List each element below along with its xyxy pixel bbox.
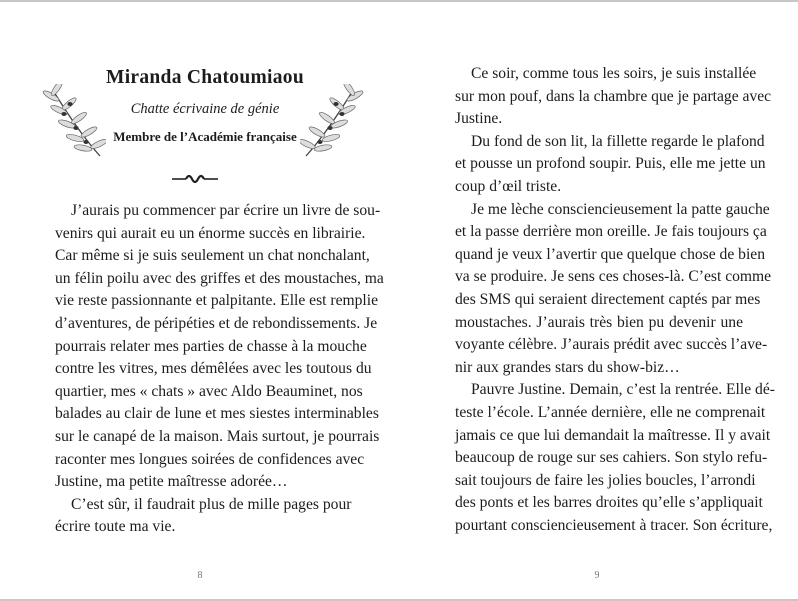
- text-line: et pousse un profond soupir. Puis, elle me jette un: [455, 155, 766, 173]
- text-line: et la passe derrière mon oreille. Je fais toujours ça: [455, 223, 767, 241]
- text-line: va se produire. Je sens ces choses-là. C’est comme: [455, 268, 772, 286]
- text-line: Je me lèche consciencieusement la patte gauche: [471, 200, 770, 218]
- body-text: [55, 200, 384, 539]
- page-number: 9: [594, 570, 600, 581]
- text-line: vie reste passionnante et palpitante. Elle est remplie: [55, 292, 379, 310]
- text-line: sur mon pouf, dans la chambre que je partage avec: [455, 87, 772, 105]
- text-line: écrire toute ma vie.: [55, 518, 176, 536]
- text-line: jamais ce que lui demandait la maîtresse. Il y avait: [455, 426, 771, 444]
- text-line: C’est sûr, il faudrait plus de mille pages pour: [71, 495, 352, 513]
- text-line: Justine.: [455, 110, 503, 128]
- text-line: moustaches. J’aurais très bien pu devenir une: [455, 313, 743, 331]
- text-line: coup d’œil triste.: [455, 177, 562, 195]
- text-line: un félin poilu avec des griffes et des moustaches, ma: [55, 269, 384, 287]
- text-line: Pauvre Justine. Demain, c’est la rentrée. Elle dé-: [471, 381, 775, 399]
- text-line: sait toujours de faire les jolies boucles, l’arrondi: [455, 471, 756, 489]
- text-line: balades au clair de lune et mes siestes interminables: [55, 405, 379, 423]
- page-number: 8: [197, 570, 203, 581]
- text-line: Justine, ma petite maîtresse adorée…: [55, 473, 288, 491]
- text-line: pourrais relater mes parties de chasse à la mouche: [55, 337, 367, 355]
- text-line: des ponts et les barres droites qu’elle s’appliquait: [455, 494, 763, 512]
- text-line: pourtant consciencieusement à tracer. Son écriture,: [455, 516, 773, 534]
- paragraph: [55, 200, 384, 494]
- text-line: sur le canapé de la maison. Mais surtout, je pourrais: [55, 427, 380, 445]
- text-line: quand je veux l’avertir que quelque chose de bien: [455, 245, 766, 263]
- text-line: quartier, mes « chats » avec Aldo Beauminet, nos: [55, 382, 363, 400]
- text-line: nir aux grandes stars du show-biz…: [455, 358, 680, 376]
- author-subtitle: Chatte écrivaine de génie: [130, 101, 280, 117]
- paragraph: [55, 494, 352, 539]
- paragraph: [455, 63, 772, 131]
- text-line: J’aurais pu commencer par écrire un livre de sou-: [71, 202, 381, 219]
- author-name: Miranda Chatoumiaou: [105, 67, 304, 88]
- text-line: Du fond de son lit, la fillette regarde le plafond: [471, 132, 765, 150]
- text-line: beaucoup de rouge sur ses cahiers. Son stylo refu-: [455, 449, 768, 467]
- paragraph: [455, 199, 772, 380]
- text-line: venirs qui aurait eu un énorme succès en librairie.: [55, 224, 366, 242]
- text-line: d’aventures, de péripéties et de rebondissements. Je: [55, 314, 378, 332]
- text-line: raconter mes longues soirées de confidences avec: [55, 450, 365, 468]
- author-title: Membre de l’Académie française: [113, 129, 297, 144]
- ornament-divider-icon: [170, 172, 220, 186]
- text-line: Ce soir, comme tous les soirs, je suis installée: [471, 65, 757, 82]
- body-text: [455, 63, 775, 537]
- text-line: voyante célèbre. J’aurais prédit avec succès l’ave-: [455, 336, 768, 354]
- author-header: [40, 66, 370, 145]
- text-line: teste l’école. L’année dernière, elle ne comprenait: [455, 403, 766, 421]
- paragraph: [455, 131, 766, 199]
- text-line: Car même si je suis seulement un chat nonchalant,: [55, 247, 370, 265]
- right-page: [399, 0, 798, 601]
- text-line: des SMS qui seraient directement captés par mes: [455, 290, 761, 308]
- text-line: contre les vitres, mes démêlées avec les toutous du: [55, 360, 372, 378]
- paragraph: [455, 379, 775, 537]
